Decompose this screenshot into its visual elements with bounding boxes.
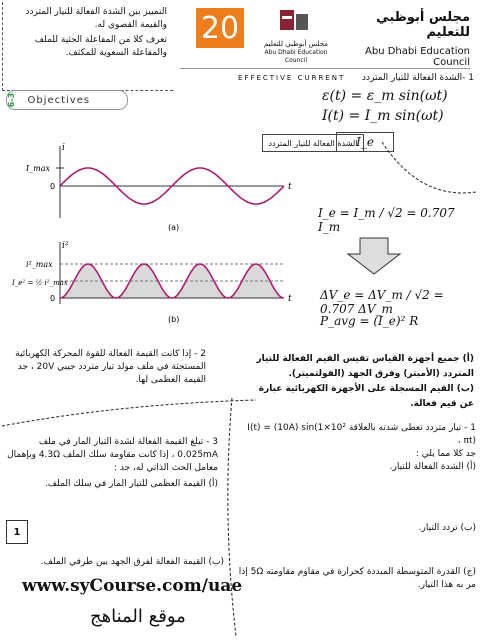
question-1: 1 - تيار متردد تعطى شدته بالعلاقة I(t) = (10A) sin(1×10² πt) ، [247,423,476,446]
down-arrow-icon [346,236,402,276]
graph-a-y-label: i [62,143,65,153]
question-3: 3 - تبلغ القيمة الفعالة لشدة التيار المار في ملف 0.025mA ، إذا كانت مقاومة سلك الملف 4.3Ω وبإهمال معامل الحث الذاتي له، جد : [7,437,218,473]
graph-b-caption: (b) [168,315,180,324]
graph-a-max-label: I_max [26,164,51,173]
objectives-tag [6,90,128,110]
graph-b-x-label: t [288,294,292,304]
section1-title-ar: 1 -الشدة الفعالة للتيار المتردد [362,73,474,83]
question-2: 2 - إذا كانت القيمة الفعالة للقوة المحركة الكهربائية المستحثة في ملف مولد تيار متردد جيبي 20V ، جد القيمة العظمى لها. [15,349,206,385]
footer-url[interactable]: www.syCourse.com/uae [22,576,243,596]
graph-a [12,142,302,234]
question-1c: (ج) القدرة المتوسطة المبددة كحرارة في مقاوم مقاومته 5Ω إذا مر به هذا التيار. [238,567,476,590]
section1-title-en: EFFECTIVE CURRENT [238,74,346,82]
dashed-separator-vertical-path [228,398,236,636]
header-divider [180,68,470,69]
objectives-tag-num: 6-3 [7,92,17,108]
note-b: (ب) القيم المسجلة على الأجهزة الكهربائية عبارة عن قيم فعالة. [258,384,474,409]
graph-b-half-label: I_e² = ½ i²_max [12,279,68,287]
question-3a: (أ) القيمة العظمى للتيار المار في سلك الملف. [44,479,218,489]
page-number: 1 [13,526,21,538]
rms-symbol: I_e [356,135,374,149]
note-a: (أ) جميع أجهزة القياس تقيس القيم الفعالة للتيار المتردد (الأميتر) وفرق الجهد (الفولتميتر). [256,354,474,379]
graph-b-y-label: i² [62,241,69,251]
footer-site-name: موقع المناهج [90,606,186,627]
edu-logo-icon [276,6,316,36]
dashed-separator-vertical [218,396,248,640]
objective-1: التمييز بين الشدة الفعالة للتيار المتردد والقيمة القصوى له. [25,7,167,30]
question-1b: (ب) تردد التيار. [418,523,476,533]
council-title-en: Abu Dhabi Education Council [365,46,470,68]
graph-a-zero: 0 [50,182,56,191]
eq-current: I(t) = I_m sin(ωt) [322,108,444,124]
graph-a-caption: (a) [168,223,180,232]
page-badge-number: 20 [200,10,240,46]
graph-a-x-label: t [288,182,292,192]
graph-b-zero: 0 [50,294,56,303]
notes-block [256,352,474,412]
question-1-block [236,422,476,474]
dashed-separator-right-path [382,142,476,193]
page-badge [196,8,244,48]
question-1a: (أ) الشدة الفعالة للتيار. [389,462,476,472]
eq-ie: I_e = I_m / √2 = 0.707 I_m [318,206,455,234]
objective-2: تعرف كلا من المفاعلة الحثية للملف والمفاعلة السعوية للمكثف. [34,35,167,58]
page-number-box [6,520,28,544]
section1-title [238,70,474,86]
council-title-ar: مجلس أبوظبي للتعليم [376,10,470,40]
edu-logo-ar: مجلس أبوظبي للتعليم [263,40,328,48]
question-1-prompt: جد كلا مما يلي : [415,449,476,459]
eq-emf: ε(t) = ε_m sin(ωt) [322,88,448,104]
edu-logo-en: Abu Dhabi Education Council [264,49,328,64]
objectives-box [2,2,173,91]
edu-logo [256,6,336,64]
objectives-tag-text: Objectives [27,94,91,106]
council-title [340,10,470,68]
graph-b-max-label: i²_max [26,260,53,269]
eq-dv: ΔV_e = ΔV_m / √2 = 0.707 ΔV_m [320,288,444,316]
question-3b: (ب) القيمة الفعالة لفرق الجهد بين طرفي الملف. [40,557,224,567]
eq-power: P_avg = (I_e)² R [320,314,419,328]
graph-b [12,238,302,330]
rms-label: الشدة الفعالة للتيار المتردد [268,138,358,148]
